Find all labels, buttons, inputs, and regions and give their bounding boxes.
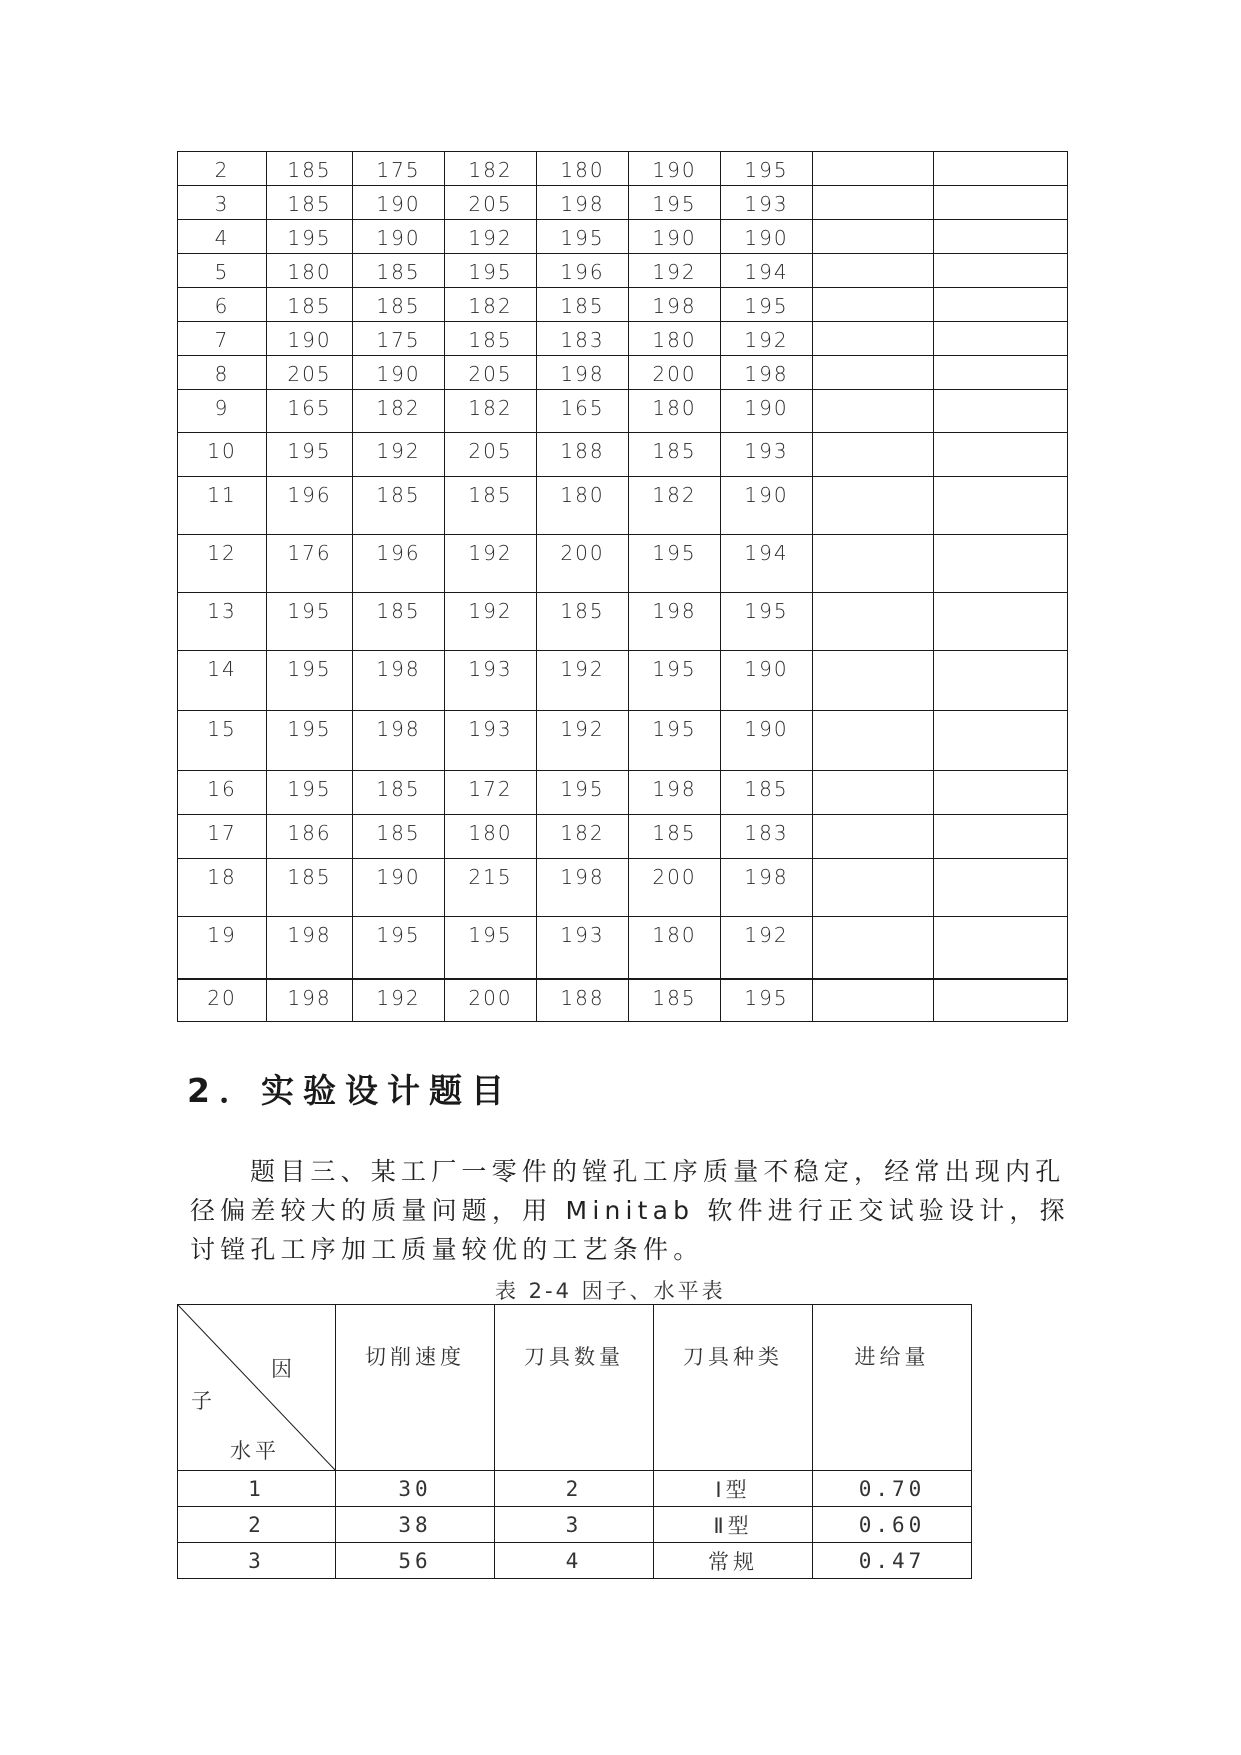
value-cell: 192 — [353, 433, 445, 477]
value-cell: 195 — [353, 917, 445, 979]
value-cell: 185 — [267, 152, 353, 186]
table-row — [178, 390, 1068, 433]
value-cell: 193 — [445, 711, 537, 771]
blank-cell — [934, 356, 1068, 390]
value-cell: 176 — [267, 535, 353, 593]
corner-label-factor: 因 — [271, 1357, 296, 1381]
blank-cell — [813, 859, 934, 917]
blank-cell — [934, 771, 1068, 815]
row-number-cell: 2 — [178, 152, 267, 186]
value-cell: 180 — [537, 477, 629, 535]
value-cell: 182 — [537, 815, 629, 859]
row-number-cell: 20 — [178, 979, 267, 1022]
value-cell: 172 — [445, 771, 537, 815]
table-row — [178, 254, 1068, 288]
row-number-cell: 6 — [178, 288, 267, 322]
value-cell: 195 — [629, 651, 721, 711]
value-cell: 193 — [721, 433, 813, 477]
blank-cell — [813, 771, 934, 815]
value-cell: 185 — [721, 771, 813, 815]
value-cell: 185 — [537, 593, 629, 651]
blank-cell — [813, 711, 934, 771]
header-tool-type: 刀具种类 — [654, 1305, 813, 1471]
blank-cell — [813, 254, 934, 288]
problem-text: 题目三、某工厂一零件的镗孔工序质量不稳定，经常出现内孔径偏差较大的质量问题，用 Minitab 软件进行正交试验设计，探讨镗孔工序加工质量较优的工艺条件。 — [190, 1157, 1070, 1264]
blank-cell — [934, 390, 1068, 433]
blank-cell — [813, 535, 934, 593]
header-feed-rate: 进给量 — [813, 1305, 972, 1471]
table-row — [178, 771, 1068, 815]
blank-cell — [813, 917, 934, 979]
value-cell: 198 — [353, 651, 445, 711]
header-tool-count: 刀具数量 — [495, 1305, 654, 1471]
table-row — [178, 186, 1068, 220]
value-cell: 190 — [721, 477, 813, 535]
level-row — [178, 1471, 972, 1507]
value-cell: 185 — [267, 186, 353, 220]
value-cell: 180 — [267, 254, 353, 288]
blank-cell — [934, 917, 1068, 979]
value-cell: 195 — [267, 651, 353, 711]
value-cell: 185 — [353, 477, 445, 535]
blank-cell — [934, 220, 1068, 254]
value-cell: 192 — [445, 593, 537, 651]
value-cell: 195 — [721, 152, 813, 186]
value-cell: 186 — [267, 815, 353, 859]
table-row — [178, 979, 1068, 1022]
blank-cell — [813, 433, 934, 477]
blank-cell — [934, 859, 1068, 917]
value-cell: 198 — [721, 356, 813, 390]
value-cell: 192 — [353, 979, 445, 1022]
table-row — [178, 322, 1068, 356]
value-cell: 185 — [629, 979, 721, 1022]
section-heading: 2．实验设计题目 — [187, 1071, 513, 1110]
value-cell: 185 — [629, 433, 721, 477]
cutting-speed-cell: 30 — [336, 1471, 495, 1507]
row-number-cell: 13 — [178, 593, 267, 651]
table-row — [178, 593, 1068, 651]
value-cell: 192 — [629, 254, 721, 288]
value-cell: 195 — [721, 593, 813, 651]
value-cell: 198 — [537, 186, 629, 220]
value-cell: 215 — [445, 859, 537, 917]
feed-rate-cell: 0.47 — [813, 1543, 972, 1579]
blank-cell — [934, 593, 1068, 651]
value-cell: 198 — [537, 859, 629, 917]
value-cell: 182 — [353, 390, 445, 433]
blank-cell — [934, 322, 1068, 356]
blank-cell — [934, 651, 1068, 711]
value-cell: 198 — [721, 859, 813, 917]
blank-cell — [934, 186, 1068, 220]
blank-cell — [934, 254, 1068, 288]
value-cell: 190 — [353, 220, 445, 254]
value-cell: 198 — [537, 356, 629, 390]
value-cell: 190 — [629, 152, 721, 186]
value-cell: 194 — [721, 254, 813, 288]
tool-count-cell: 3 — [495, 1507, 654, 1543]
value-cell: 182 — [445, 152, 537, 186]
value-cell: 195 — [629, 186, 721, 220]
value-cell: 196 — [537, 254, 629, 288]
value-cell: 205 — [267, 356, 353, 390]
table-row — [178, 433, 1068, 477]
blank-cell — [813, 477, 934, 535]
blank-cell — [813, 593, 934, 651]
value-cell: 185 — [353, 815, 445, 859]
table-row — [178, 711, 1068, 771]
value-cell: 180 — [629, 390, 721, 433]
value-cell: 195 — [267, 593, 353, 651]
row-number-cell: 10 — [178, 433, 267, 477]
value-cell: 205 — [445, 433, 537, 477]
row-number-cell: 16 — [178, 771, 267, 815]
value-cell: 192 — [445, 220, 537, 254]
row-number-cell: 11 — [178, 477, 267, 535]
value-cell: 190 — [353, 859, 445, 917]
tool-type-cell: 常规 — [654, 1543, 813, 1579]
value-cell: 185 — [267, 288, 353, 322]
blank-cell — [934, 433, 1068, 477]
value-cell: 195 — [629, 535, 721, 593]
value-cell: 180 — [629, 322, 721, 356]
value-cell: 205 — [445, 186, 537, 220]
value-cell: 200 — [629, 859, 721, 917]
row-number-cell: 18 — [178, 859, 267, 917]
blank-cell — [813, 979, 934, 1022]
value-cell: 195 — [629, 711, 721, 771]
value-cell: 175 — [353, 152, 445, 186]
value-cell: 185 — [267, 859, 353, 917]
value-cell: 196 — [267, 477, 353, 535]
blank-cell — [813, 220, 934, 254]
problem-paragraph — [190, 1152, 1070, 1269]
corner-label-zi: 子 — [191, 1389, 216, 1413]
value-cell: 195 — [721, 288, 813, 322]
header-cutting-speed: 切削速度 — [336, 1305, 495, 1471]
blank-cell — [934, 979, 1068, 1022]
row-number-cell: 7 — [178, 322, 267, 356]
value-cell: 205 — [445, 356, 537, 390]
value-cell: 198 — [353, 711, 445, 771]
value-cell: 190 — [353, 356, 445, 390]
blank-cell — [934, 288, 1068, 322]
value-cell: 190 — [721, 390, 813, 433]
blank-cell — [934, 815, 1068, 859]
table-row — [178, 859, 1068, 917]
value-cell: 198 — [267, 917, 353, 979]
tool-type-cell: Ⅱ型 — [654, 1507, 813, 1543]
value-cell: 198 — [629, 288, 721, 322]
row-number-cell: 8 — [178, 356, 267, 390]
value-cell: 192 — [537, 711, 629, 771]
blank-cell — [813, 288, 934, 322]
value-cell: 180 — [537, 152, 629, 186]
tool-count-cell: 2 — [495, 1471, 654, 1507]
value-cell: 192 — [721, 917, 813, 979]
value-cell: 193 — [445, 651, 537, 711]
value-cell: 190 — [721, 711, 813, 771]
value-cell: 195 — [445, 254, 537, 288]
value-cell: 182 — [445, 288, 537, 322]
value-cell: 185 — [629, 815, 721, 859]
value-cell: 182 — [629, 477, 721, 535]
tool-count-cell: 4 — [495, 1543, 654, 1579]
blank-cell — [813, 186, 934, 220]
value-cell: 200 — [629, 356, 721, 390]
row-number-cell: 19 — [178, 917, 267, 979]
level-cell: 2 — [178, 1507, 336, 1543]
value-cell: 195 — [267, 220, 353, 254]
value-cell: 198 — [267, 979, 353, 1022]
blank-cell — [934, 535, 1068, 593]
blank-cell — [934, 152, 1068, 186]
value-cell: 180 — [445, 815, 537, 859]
row-number-cell: 5 — [178, 254, 267, 288]
table-row — [178, 220, 1068, 254]
data-table-body — [178, 152, 1068, 1022]
value-cell: 182 — [445, 390, 537, 433]
table-row — [178, 917, 1068, 979]
value-cell: 192 — [537, 651, 629, 711]
blank-cell — [813, 390, 934, 433]
value-cell: 198 — [629, 593, 721, 651]
table-row — [178, 815, 1068, 859]
value-cell: 195 — [537, 220, 629, 254]
value-cell: 192 — [721, 322, 813, 356]
data-table — [177, 151, 1068, 1022]
value-cell: 193 — [537, 917, 629, 979]
value-cell: 195 — [721, 979, 813, 1022]
value-cell: 195 — [537, 771, 629, 815]
row-number-cell: 14 — [178, 651, 267, 711]
value-cell: 200 — [537, 535, 629, 593]
row-number-cell: 4 — [178, 220, 267, 254]
blank-cell — [813, 322, 934, 356]
value-cell: 192 — [445, 535, 537, 593]
value-cell: 190 — [353, 186, 445, 220]
level-row — [178, 1507, 972, 1543]
value-cell: 196 — [353, 535, 445, 593]
feed-rate-cell: 0.70 — [813, 1471, 972, 1507]
value-cell: 175 — [353, 322, 445, 356]
blank-cell — [813, 356, 934, 390]
cutting-speed-cell: 38 — [336, 1507, 495, 1543]
value-cell: 190 — [267, 322, 353, 356]
value-cell: 185 — [445, 477, 537, 535]
row-number-cell: 15 — [178, 711, 267, 771]
value-cell: 185 — [353, 254, 445, 288]
blank-cell — [813, 815, 934, 859]
row-number-cell: 3 — [178, 186, 267, 220]
level-cell: 1 — [178, 1471, 336, 1507]
corner-label-level: 水平 — [230, 1439, 280, 1463]
blank-cell — [813, 152, 934, 186]
value-cell: 198 — [629, 771, 721, 815]
value-cell: 183 — [537, 322, 629, 356]
value-cell: 165 — [537, 390, 629, 433]
diagonal-corner-cell — [178, 1305, 336, 1471]
value-cell: 195 — [445, 917, 537, 979]
value-cell: 185 — [353, 288, 445, 322]
value-cell: 183 — [721, 815, 813, 859]
blank-cell — [813, 651, 934, 711]
table-caption: 表 2-4 因子、水平表 — [495, 1279, 726, 1303]
value-cell: 188 — [537, 979, 629, 1022]
cutting-speed-cell: 56 — [336, 1543, 495, 1579]
feed-rate-cell: 0.60 — [813, 1507, 972, 1543]
factor-level-table — [177, 1304, 972, 1579]
table-row — [178, 477, 1068, 535]
value-cell: 200 — [445, 979, 537, 1022]
value-cell: 185 — [537, 288, 629, 322]
table-row — [178, 356, 1068, 390]
value-cell: 185 — [445, 322, 537, 356]
value-cell: 190 — [721, 651, 813, 711]
row-number-cell: 12 — [178, 535, 267, 593]
value-cell: 188 — [537, 433, 629, 477]
blank-cell — [934, 711, 1068, 771]
value-cell: 185 — [353, 593, 445, 651]
value-cell: 180 — [629, 917, 721, 979]
tool-type-cell: Ⅰ型 — [654, 1471, 813, 1507]
blank-cell — [934, 477, 1068, 535]
table-row — [178, 535, 1068, 593]
value-cell: 194 — [721, 535, 813, 593]
value-cell: 193 — [721, 186, 813, 220]
level-cell: 3 — [178, 1543, 336, 1579]
value-cell: 195 — [267, 433, 353, 477]
row-number-cell: 9 — [178, 390, 267, 433]
level-row — [178, 1543, 972, 1579]
value-cell: 190 — [629, 220, 721, 254]
factor-header-row — [178, 1305, 972, 1471]
value-cell: 195 — [267, 771, 353, 815]
table-row — [178, 288, 1068, 322]
table-row — [178, 651, 1068, 711]
table-row — [178, 152, 1068, 186]
value-cell: 185 — [353, 771, 445, 815]
value-cell: 195 — [267, 711, 353, 771]
row-number-cell: 17 — [178, 815, 267, 859]
value-cell: 190 — [721, 220, 813, 254]
value-cell: 165 — [267, 390, 353, 433]
